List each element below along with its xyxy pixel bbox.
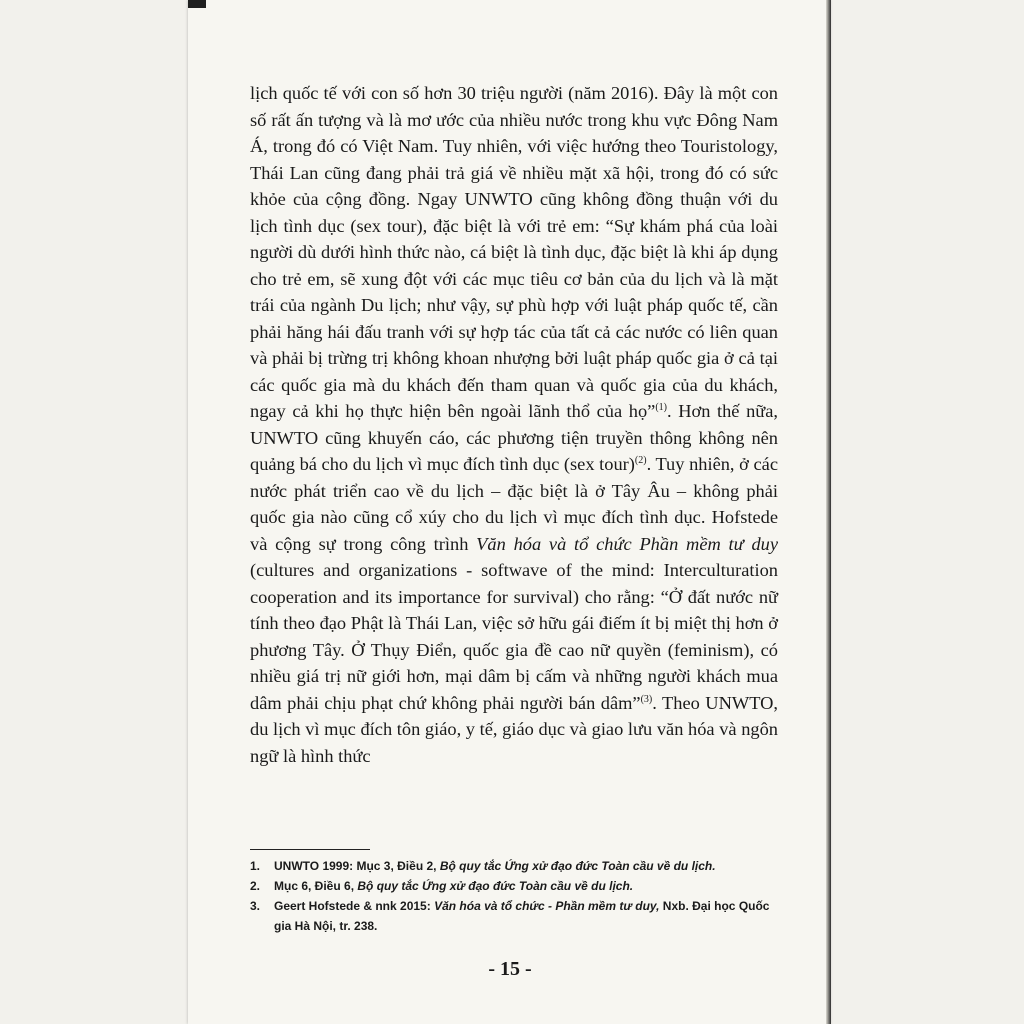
footnote-rule	[250, 849, 370, 850]
page-number: - 15 -	[488, 958, 532, 980]
footnotes	[250, 856, 778, 936]
footnote-text	[274, 856, 778, 876]
footnote-text	[274, 876, 778, 896]
footnote-text	[274, 896, 778, 936]
body-text	[250, 80, 778, 769]
body-text-part-1: lịch quốc tế với con số hơn 30 triệu người (năm 2016). Đây là một con số rất ấn tượng và là mơ ước của nhiều nước trong khu vực Đông Nam Á, trong đó có Việt Nam. Tuy nhiên, với việc hướng theo Touristology, Thái Lan cũng đang phải trả giá về nhiều mặt xã hội, trong đó có sức khỏe của cộng đồng. Ngay UNWTO cũng không đồng thuận với du lịch tình dục (sex tour), đặc biệt là với trẻ em: “Sự khám phá của loài người dù dưới hình thức nào, cá biệt là tình dục, đặc biệt là khi áp dụng cho trẻ em, sẽ xung đột với các mục tiêu cơ bản của du lịch và là mặt trái của ngành Du lịch; như vậy, sự phù hợp với luật pháp quốc tế, cần phải hăng hái đấu tranh với sự hợp tác của tất cả các nước có liên quan và phải bị trừng trị không khoan nhượng bởi luật pháp quốc gia ở cả tại các quốc gia mà du khách đến tham quan và quốc gia của du khách, ngay cả khi họ thực hiện bên ngoài lãnh thổ của họ”	[250, 83, 778, 421]
book-title-italic: Văn hóa và tổ chức Phần mềm tư duy	[476, 533, 778, 554]
footnote-number: 3.	[250, 899, 261, 913]
body-text-part-4: (cultures and organizations - softwave of the mind: Interculturation cooperation and its importance for survival) cho rằng: “Ở đất nước nữ tính theo đạo Phật là Thái Lan, việc sở hữu gái điếm ít bị miệt thị hơn ở phương Tây. Ở Thụy Điển, quốc gia đề cao nữ quyền (feminism), có nhiều giá trị nữ giới hơn, mại dâm bị cấm và những người khách mua dâm phải chịu phạt chứ không phải người bán dâm”	[250, 560, 778, 713]
footnote-italic: Văn hóa và tổ chức - Phần mềm tư duy,	[434, 899, 660, 913]
footnote-item	[250, 896, 778, 936]
footnote-ref-2: (2)	[634, 454, 647, 466]
footnote-ref-1: (1)	[655, 401, 667, 413]
body-text-part-2: . Hơn thế nữa, UNWTO cũng khuyến cáo, các phương tiện truyền thông không nên quảng bá cho du lịch vì mục đích tình dục (sex tour)	[250, 401, 778, 474]
footnote-ref-3: (3)	[640, 693, 653, 705]
footnote-tail: Nxb. Đại học Quốc gia Hà Nội, tr. 238.	[274, 899, 770, 933]
page-edge	[826, 0, 831, 1024]
body-paragraph	[250, 80, 778, 769]
footnote-italic: Bộ quy tắc Ứng xử đạo đức Toàn cầu về du lịch.	[357, 879, 634, 893]
body-text-part-5: . Theo UNWTO, du lịch vì mục đích tôn giáo, y tế, giáo dục và giao lưu văn hóa và ngôn ngữ là hình thức	[250, 692, 778, 766]
footnote-plain: Mục 6, Điều 6,	[274, 879, 358, 893]
footnote-plain: Geert Hofstede & nnk 2015:	[274, 899, 435, 913]
footnote-item	[250, 876, 778, 896]
page-corner-mark	[188, 0, 206, 8]
footnote-number: 1.	[250, 859, 261, 873]
footnote-italic: Bộ quy tắc Ứng xử đạo đức Toàn cầu về du lịch.	[439, 859, 716, 873]
body-text-part-3: . Tuy nhiên, ở các nước phát triển cao về du lịch – đặc biệt là ở Tây Âu – không phải quốc gia nào cũng cổ xúy cho du lịch vì mục đích tình dục. Hofstede và cộng sự trong công trình	[250, 454, 778, 554]
footnote-plain: UNWTO 1999: Mục 3, Điều 2,	[274, 859, 440, 873]
footnote-number: 2.	[250, 879, 261, 893]
footnote-item	[250, 856, 778, 876]
